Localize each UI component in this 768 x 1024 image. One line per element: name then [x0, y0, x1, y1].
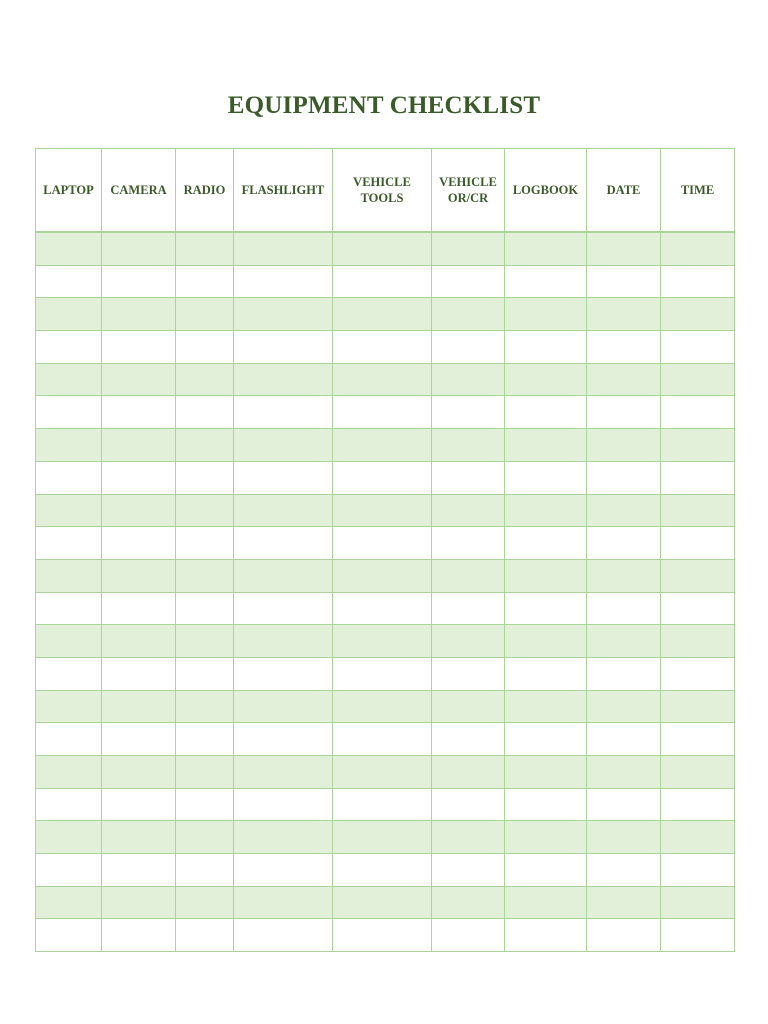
table-cell[interactable]: [587, 265, 661, 298]
table-cell[interactable]: [176, 429, 234, 462]
table-cell[interactable]: [234, 429, 333, 462]
table-cell[interactable]: [661, 854, 735, 887]
table-cell[interactable]: [587, 429, 661, 462]
table-row: [36, 592, 735, 625]
table-cell[interactable]: [505, 886, 587, 919]
table-cell[interactable]: [176, 363, 234, 396]
table-cell[interactable]: [176, 821, 234, 854]
table-cell[interactable]: [102, 494, 176, 527]
table-cell[interactable]: [333, 788, 432, 821]
table-row: [36, 854, 735, 887]
table-cell[interactable]: [176, 396, 234, 429]
table-row: [36, 886, 735, 919]
table-cell[interactable]: [661, 331, 735, 364]
table-cell[interactable]: [505, 919, 587, 952]
table-cell[interactable]: [102, 690, 176, 723]
table-cell[interactable]: [587, 854, 661, 887]
table-cell[interactable]: [661, 690, 735, 723]
table-cell[interactable]: [36, 657, 102, 690]
table-cell[interactable]: [432, 232, 505, 265]
table-cell[interactable]: [587, 494, 661, 527]
table-cell[interactable]: [432, 657, 505, 690]
table-cell[interactable]: [333, 331, 432, 364]
table-cell[interactable]: [102, 592, 176, 625]
table-cell[interactable]: [587, 559, 661, 592]
table-cell[interactable]: [432, 265, 505, 298]
table-cell[interactable]: [661, 396, 735, 429]
table-cell[interactable]: [505, 429, 587, 462]
table-cell[interactable]: [176, 298, 234, 331]
table-cell[interactable]: [505, 396, 587, 429]
table-cell[interactable]: [505, 331, 587, 364]
table-cell[interactable]: [176, 657, 234, 690]
table-cell[interactable]: [176, 232, 234, 265]
table-cell[interactable]: [505, 265, 587, 298]
table-cell[interactable]: [587, 657, 661, 690]
table-cell[interactable]: [505, 854, 587, 887]
table-cell[interactable]: [176, 494, 234, 527]
table-cell[interactable]: [432, 592, 505, 625]
table-cell[interactable]: [176, 331, 234, 364]
table-cell[interactable]: [333, 886, 432, 919]
table-cell[interactable]: [432, 886, 505, 919]
table-cell[interactable]: [36, 396, 102, 429]
table-cell[interactable]: [661, 461, 735, 494]
table-cell[interactable]: [661, 821, 735, 854]
table-cell[interactable]: [432, 494, 505, 527]
table-cell[interactable]: [661, 429, 735, 462]
table-cell[interactable]: [36, 298, 102, 331]
table-cell[interactable]: [234, 265, 333, 298]
table-row: [36, 756, 735, 789]
table-cell[interactable]: [36, 232, 102, 265]
table-cell[interactable]: [505, 788, 587, 821]
table-cell[interactable]: [234, 559, 333, 592]
table-cell[interactable]: [587, 331, 661, 364]
table-row: [36, 690, 735, 723]
table-row: [36, 919, 735, 952]
table-cell[interactable]: [661, 886, 735, 919]
table-cell[interactable]: [36, 559, 102, 592]
table-cell[interactable]: [333, 363, 432, 396]
table-cell[interactable]: [587, 232, 661, 265]
table-cell[interactable]: [176, 592, 234, 625]
table-cell[interactable]: [234, 363, 333, 396]
table-cell[interactable]: [587, 461, 661, 494]
table-row: [36, 527, 735, 560]
table-cell[interactable]: [234, 788, 333, 821]
table-cell[interactable]: [333, 919, 432, 952]
table-cell[interactable]: [176, 265, 234, 298]
table-cell[interactable]: [176, 854, 234, 887]
table-cell[interactable]: [587, 396, 661, 429]
table-cell[interactable]: [432, 625, 505, 658]
table-cell[interactable]: [176, 723, 234, 756]
table-cell[interactable]: [36, 331, 102, 364]
table-cell[interactable]: [587, 592, 661, 625]
table-row: [36, 429, 735, 462]
column-header-date: DATE: [587, 149, 661, 233]
table-cell[interactable]: [432, 298, 505, 331]
table-cell[interactable]: [587, 821, 661, 854]
table-cell[interactable]: [102, 429, 176, 462]
table-cell[interactable]: [587, 363, 661, 396]
table-cell[interactable]: [234, 821, 333, 854]
table-cell[interactable]: [36, 788, 102, 821]
table-cell[interactable]: [505, 298, 587, 331]
table-cell[interactable]: [102, 756, 176, 789]
table-cell[interactable]: [432, 429, 505, 462]
table-cell[interactable]: [432, 788, 505, 821]
table-cell[interactable]: [176, 919, 234, 952]
table-cell[interactable]: [587, 723, 661, 756]
table-cell[interactable]: [432, 559, 505, 592]
page-title: EQUIPMENT CHECKLIST: [227, 92, 541, 119]
table-cell[interactable]: [333, 494, 432, 527]
table-cell[interactable]: [234, 657, 333, 690]
column-header-radio: RADIO: [176, 149, 234, 233]
table-cell[interactable]: [36, 429, 102, 462]
table-cell[interactable]: [661, 265, 735, 298]
table-cell[interactable]: [333, 592, 432, 625]
header-row: [36, 149, 735, 233]
table-cell[interactable]: [432, 854, 505, 887]
table-cell[interactable]: [234, 461, 333, 494]
table-cell[interactable]: [333, 461, 432, 494]
table-cell[interactable]: [234, 690, 333, 723]
table-cell[interactable]: [36, 363, 102, 396]
table-cell[interactable]: [333, 396, 432, 429]
table-header: [36, 149, 735, 233]
table-cell[interactable]: [36, 756, 102, 789]
table-cell[interactable]: [661, 232, 735, 265]
table-cell[interactable]: [587, 788, 661, 821]
equipment-checklist-table: [35, 148, 735, 952]
table-cell[interactable]: [333, 756, 432, 789]
table-cell[interactable]: [102, 886, 176, 919]
table-cell[interactable]: [176, 690, 234, 723]
table-cell[interactable]: [102, 265, 176, 298]
table-row: [36, 788, 735, 821]
column-header-vehicle-tools: VEHICLE TOOLS: [333, 149, 432, 233]
table-cell[interactable]: [102, 919, 176, 952]
table-cell[interactable]: [36, 886, 102, 919]
table-cell[interactable]: [432, 363, 505, 396]
table-cell[interactable]: [661, 723, 735, 756]
table-cell[interactable]: [587, 527, 661, 560]
table-cell[interactable]: [505, 363, 587, 396]
table-cell[interactable]: [234, 331, 333, 364]
table-cell[interactable]: [36, 690, 102, 723]
table-cell[interactable]: [661, 625, 735, 658]
table-cell[interactable]: [333, 265, 432, 298]
table-cell[interactable]: [505, 821, 587, 854]
table-cell[interactable]: [333, 527, 432, 560]
table-cell[interactable]: [102, 396, 176, 429]
table-cell[interactable]: [587, 919, 661, 952]
table-cell[interactable]: [333, 854, 432, 887]
table-cell[interactable]: [36, 919, 102, 952]
table-cell[interactable]: [432, 331, 505, 364]
table-cell[interactable]: [176, 461, 234, 494]
table-cell[interactable]: [587, 690, 661, 723]
table-cell[interactable]: [234, 723, 333, 756]
table-cell[interactable]: [587, 886, 661, 919]
table-cell[interactable]: [333, 723, 432, 756]
table-cell[interactable]: [333, 657, 432, 690]
table-cell[interactable]: [234, 527, 333, 560]
column-header-logbook: LOGBOOK: [505, 149, 587, 233]
table-cell[interactable]: [176, 527, 234, 560]
table-cell[interactable]: [432, 919, 505, 952]
table-cell[interactable]: [505, 232, 587, 265]
table-cell[interactable]: [102, 788, 176, 821]
column-header-flashlight: FLASHLIGHT: [234, 149, 333, 233]
table-cell[interactable]: [505, 559, 587, 592]
table-cell[interactable]: [36, 723, 102, 756]
table-cell[interactable]: [102, 363, 176, 396]
table-cell[interactable]: [661, 559, 735, 592]
table-cell[interactable]: [333, 429, 432, 462]
table-cell[interactable]: [432, 690, 505, 723]
table-cell[interactable]: [176, 788, 234, 821]
table-cell[interactable]: [661, 657, 735, 690]
table-cell[interactable]: [432, 756, 505, 789]
table-cell[interactable]: [661, 592, 735, 625]
table-row: [36, 298, 735, 331]
table-cell[interactable]: [234, 232, 333, 265]
table-cell[interactable]: [333, 625, 432, 658]
table-cell[interactable]: [505, 527, 587, 560]
table-cell[interactable]: [432, 723, 505, 756]
table-cell[interactable]: [36, 265, 102, 298]
table-row: [36, 461, 735, 494]
table-row: [36, 494, 735, 527]
table-cell[interactable]: [234, 396, 333, 429]
column-header-camera: CAMERA: [102, 149, 176, 233]
table-cell[interactable]: [36, 821, 102, 854]
table-cell[interactable]: [333, 821, 432, 854]
table-cell[interactable]: [36, 527, 102, 560]
table-cell[interactable]: [102, 854, 176, 887]
table-cell[interactable]: [176, 559, 234, 592]
table-cell[interactable]: [432, 527, 505, 560]
table-cell[interactable]: [234, 298, 333, 331]
column-header-time: TIME: [661, 149, 735, 233]
column-header-laptop: LAPTOP: [36, 149, 102, 233]
table-cell[interactable]: [234, 756, 333, 789]
table-cell[interactable]: [176, 625, 234, 658]
table-cell[interactable]: [102, 657, 176, 690]
table-cell[interactable]: [333, 298, 432, 331]
table-cell[interactable]: [36, 854, 102, 887]
table-cell[interactable]: [432, 821, 505, 854]
table-row: [36, 363, 735, 396]
table-body: [36, 232, 735, 952]
table-cell[interactable]: [234, 625, 333, 658]
table-cell[interactable]: [234, 886, 333, 919]
table-cell[interactable]: [505, 690, 587, 723]
table-cell[interactable]: [333, 559, 432, 592]
table-cell[interactable]: [102, 559, 176, 592]
table-cell[interactable]: [234, 592, 333, 625]
table-row: [36, 265, 735, 298]
table-cell[interactable]: [102, 625, 176, 658]
table-cell[interactable]: [234, 854, 333, 887]
table-cell[interactable]: [661, 527, 735, 560]
table-cell[interactable]: [432, 461, 505, 494]
table-cell[interactable]: [102, 821, 176, 854]
table-cell[interactable]: [661, 494, 735, 527]
table-cell[interactable]: [36, 494, 102, 527]
table-row: [36, 625, 735, 658]
table-cell[interactable]: [102, 232, 176, 265]
table-cell[interactable]: [36, 461, 102, 494]
table-row: [36, 821, 735, 854]
table-cell[interactable]: [36, 592, 102, 625]
table-cell[interactable]: [102, 298, 176, 331]
table-cell[interactable]: [587, 756, 661, 789]
table-row: [36, 331, 735, 364]
table-cell[interactable]: [661, 363, 735, 396]
table-cell[interactable]: [102, 461, 176, 494]
table-row: [36, 396, 735, 429]
table-cell[interactable]: [234, 494, 333, 527]
table-cell[interactable]: [587, 298, 661, 331]
table-cell[interactable]: [661, 298, 735, 331]
table-cell[interactable]: [333, 690, 432, 723]
table-cell[interactable]: [176, 756, 234, 789]
table-cell[interactable]: [661, 788, 735, 821]
table-cell[interactable]: [505, 461, 587, 494]
table-cell[interactable]: [661, 756, 735, 789]
table-cell[interactable]: [505, 756, 587, 789]
table-cell[interactable]: [661, 919, 735, 952]
table-row: [36, 232, 735, 265]
table-cell[interactable]: [505, 657, 587, 690]
table-cell[interactable]: [176, 886, 234, 919]
table-row: [36, 723, 735, 756]
table-cell[interactable]: [505, 592, 587, 625]
table-row: [36, 559, 735, 592]
table-cell[interactable]: [505, 625, 587, 658]
table-cell[interactable]: [333, 232, 432, 265]
table-cell[interactable]: [234, 919, 333, 952]
table-cell[interactable]: [505, 723, 587, 756]
table-cell[interactable]: [432, 396, 505, 429]
table-cell[interactable]: [102, 723, 176, 756]
column-header-vehicle-or-cr: VEHICLE OR/CR: [432, 149, 505, 233]
table-cell[interactable]: [102, 331, 176, 364]
table-cell[interactable]: [505, 494, 587, 527]
table-cell[interactable]: [102, 527, 176, 560]
table-row: [36, 657, 735, 690]
table-cell[interactable]: [587, 625, 661, 658]
table-cell[interactable]: [36, 625, 102, 658]
